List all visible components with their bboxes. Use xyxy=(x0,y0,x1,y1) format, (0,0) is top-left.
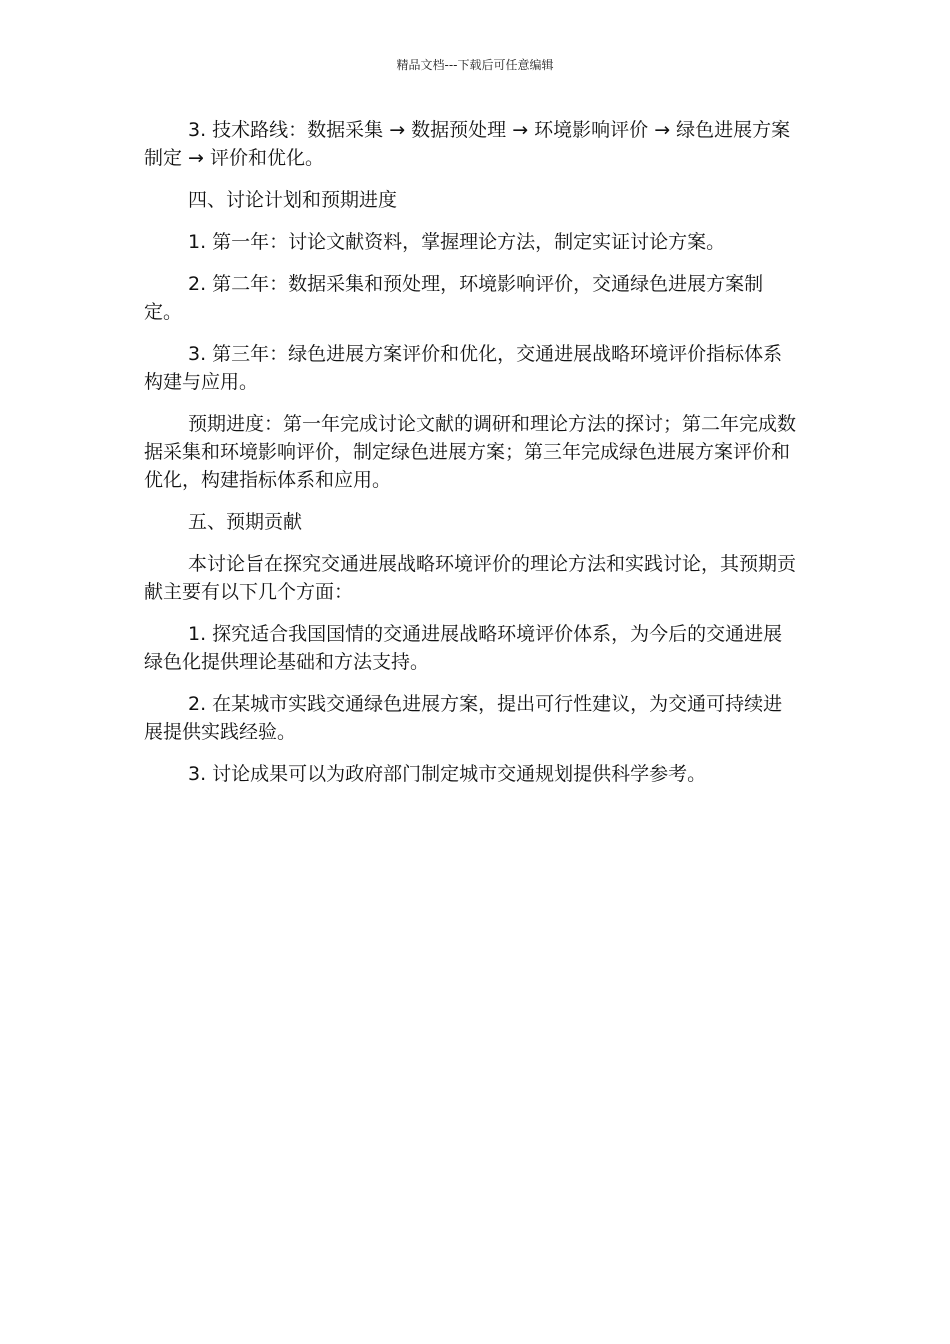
paragraph-expected-progress: 预期进度：第一年完成讨论文献的调研和理论方法的探讨；第二年完成数据采集和环境影响评价，制定绿色进展方案；第三年完成绿色进展方案评价和优化，构建指标体系和应用。 xyxy=(144,413,797,491)
paragraph-year-three: 3. 第三年：绿色进展方案评价和优化，交通进展战略环境评价指标体系构建与应用。 xyxy=(144,343,783,393)
paragraph-contribution-three: 3. 讨论成果可以为政府部门制定城市交通规划提供科学参考。 xyxy=(188,763,707,785)
paragraph-year-one: 1. 第一年：讨论文献资料，掌握理论方法，制定实证讨论方案。 xyxy=(188,231,726,253)
section-heading-plan-schedule: 四、讨论计划和预期进度 xyxy=(188,189,398,211)
paragraph-technical-route: 3. 技术路线：数据采集 → 数据预处理 → 环境影响评价 → 绿色进展方案制定 → 评价和优化。 xyxy=(144,119,791,169)
section-heading-contributions: 五、预期贡献 xyxy=(188,511,303,533)
page-header: 精品文档---下载后可任意编辑 xyxy=(396,58,554,72)
paragraph-contribution-one: 1. 探究适合我国国情的交通进展战略环境评价体系，为今后的交通进展绿色化提供理论基础和方法支持。 xyxy=(144,623,783,673)
document-body xyxy=(144,116,798,802)
paragraph-contribution-two: 2. 在某城市实践交通绿色进展方案，提出可行性建议，为交通可持续进展提供实践经验。 xyxy=(144,693,783,743)
paragraph-year-two: 2. 第二年：数据采集和预处理，环境影响评价，交通绿色进展方案制定。 xyxy=(144,273,764,323)
paragraph-contributions-intro: 本讨论旨在探究交通进展战略环境评价的理论方法和实践讨论，其预期贡献主要有以下几个方面： xyxy=(144,553,797,603)
